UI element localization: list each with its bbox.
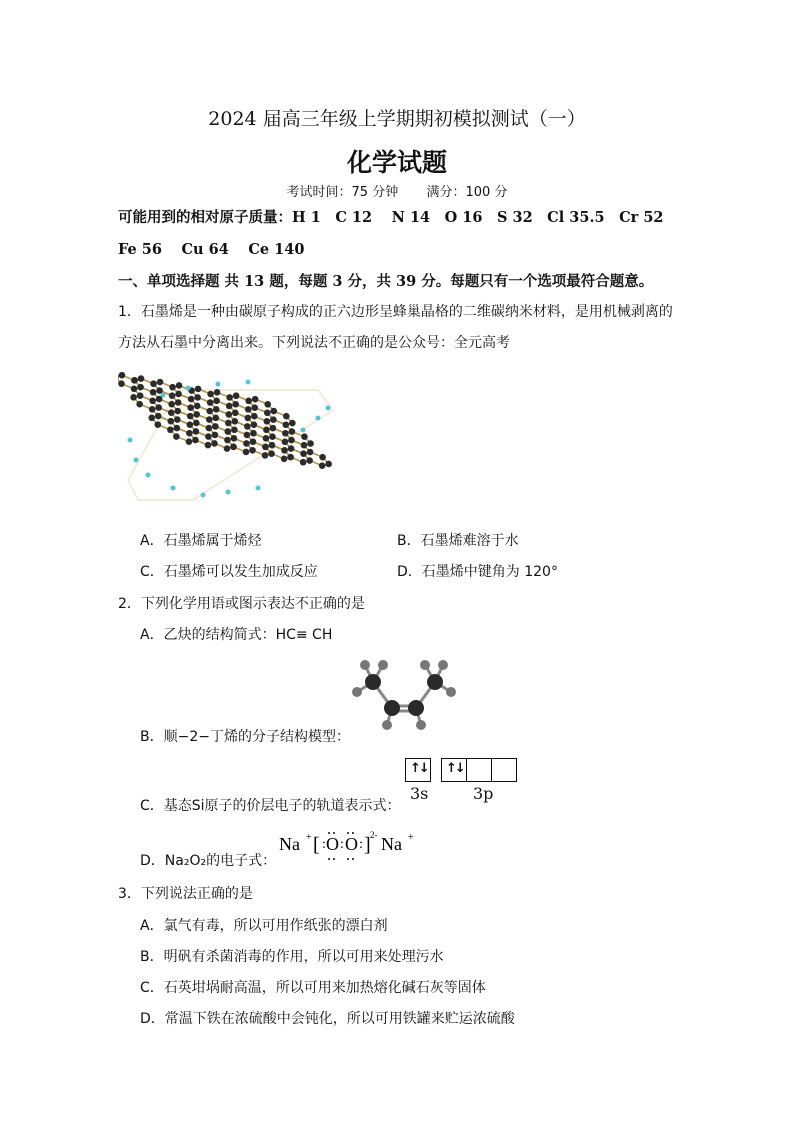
na-left-text: Na [279, 834, 300, 854]
carbon-atom [212, 432, 219, 439]
carbon-atom [173, 433, 180, 440]
carbon-atom [243, 440, 250, 447]
carbon-atom [169, 392, 176, 399]
q1-stem-line1: 1．石墨烯是一种由碳原子构成的正六边形呈蜂巢晶格的二维碳纳米材料，是用机械剥离的 [118, 304, 673, 320]
hydrogen-atom [128, 438, 133, 443]
carbon-atom [224, 445, 231, 452]
carbon-atom [264, 401, 271, 408]
carbon-atom [263, 427, 270, 434]
oxygen-1: O [326, 834, 339, 854]
carbon-atom [149, 406, 156, 413]
hydrogen-atom [161, 393, 166, 398]
carbon-atom [300, 450, 307, 457]
carbon-atom [283, 413, 290, 420]
carbon-atom [119, 372, 126, 379]
exam-title: 2024 届高三年级上学期期初模拟测试（一） [208, 108, 586, 130]
carbon-atom [282, 430, 289, 437]
carbon-atom [288, 437, 295, 444]
carbon-atom [289, 420, 296, 427]
orbital-3s-label: 3s [410, 784, 429, 803]
q2-stem: 2．下列化学用语或图示表达不正确的是 [118, 596, 365, 612]
q1-option-a: A．石墨烯属于烯烃 [140, 533, 262, 549]
q1-stem-line2: 方法从石墨中分离出来。下列说法不正确的是公众号：全元高考 [118, 335, 510, 351]
carbon-atom [287, 454, 294, 461]
carbon-atom [168, 401, 175, 408]
carbon-atom [243, 449, 250, 456]
carbon-atom [175, 391, 182, 398]
carbon-atom [195, 386, 202, 393]
hydrogen-atom [186, 386, 191, 391]
carbon-atom [281, 447, 288, 454]
carbon-atom [233, 392, 240, 399]
orbital-3p-arrows: ↑↓ [446, 761, 464, 776]
carbon-atom [206, 408, 213, 415]
carbon-atom [193, 428, 200, 435]
carbon-atom [300, 459, 307, 466]
carbon-atom [212, 415, 219, 422]
carbon-atom [289, 428, 296, 435]
carbon-atom [193, 411, 200, 418]
carbon-atom [244, 423, 251, 430]
carbon-atom [232, 418, 239, 425]
carbon-atom [306, 457, 313, 464]
q3-option-c: C．石英坩埚耐高温，所以可用来加热熔化碱石灰等固体 [140, 980, 486, 996]
carbon-atom [193, 420, 200, 427]
colon-1: : [322, 837, 326, 852]
carbon-atom [186, 430, 193, 437]
carbon-atom [155, 413, 162, 420]
carbon-atom [207, 399, 214, 406]
carbon-atom [131, 386, 138, 393]
hydrogen-atom [326, 406, 331, 411]
carbon-atom [194, 394, 201, 401]
atomic-masses-line1: 可能用到的相对原子质量：H 1 C 12 N 14 O 16 S 32 Cl 35.5 Cr 52 [118, 209, 664, 226]
carbon-atom [319, 454, 326, 461]
carbon-atom [232, 409, 239, 416]
carbon-atom [213, 398, 220, 405]
carbon-atom [251, 404, 258, 411]
carbon-atom [225, 428, 232, 435]
orbital-3s-arrows: ↑↓ [410, 761, 428, 776]
carbon-atom [214, 389, 221, 396]
orbital-3s-box [405, 758, 431, 782]
q1-option-d: D．石墨烯中键角为 120° [397, 564, 558, 580]
q2-option-b: B．顺−2−丁烯的分子结构模型： [140, 729, 350, 745]
carbon-atom [136, 401, 143, 408]
na-left-charge: + [306, 832, 312, 843]
na-right-text: Na [381, 834, 402, 854]
carbon-atom [131, 377, 138, 384]
na2o2-electron-dots [279, 826, 419, 862]
carbon-atom [231, 427, 238, 434]
carbon-atom [301, 442, 308, 449]
carbon-atom [224, 437, 231, 444]
q3-option-b: B．明矾有杀菌消毒的作用，所以可用来处理污水 [140, 949, 444, 965]
cis-2-butene-model [345, 655, 465, 730]
peroxide-charge: 2- [370, 830, 378, 840]
hydrogen-atom [146, 473, 151, 478]
atomic-masses-line2: Fe 56 Cu 64 Ce 140 [118, 241, 305, 258]
carbon-atom [230, 444, 237, 451]
carbon-atom [263, 435, 270, 442]
carbon-atom [283, 421, 290, 428]
carbon-atom [130, 394, 137, 401]
carbon-atom [301, 433, 308, 440]
hydrogen-atom [134, 458, 139, 463]
carbon-atom [264, 409, 271, 416]
carbon-atom [157, 379, 164, 386]
carbon-atom [188, 396, 195, 403]
carbon-atom [262, 444, 269, 451]
graphene-structure-image [118, 370, 348, 520]
carbon-atom [225, 411, 232, 418]
carbon-atom [168, 418, 175, 425]
carbon-atom [155, 404, 162, 411]
orbital-3p-box-3 [491, 758, 517, 782]
carbon-atom [270, 425, 277, 432]
q3-option-a: A．氯气有毒，所以可用作纸张的漂白剂 [140, 918, 388, 934]
q1-option-b: B．石墨烯难溶于水 [397, 533, 519, 549]
carbon-atom [262, 452, 269, 459]
carbon-atom [232, 401, 239, 408]
carbon-atom [206, 416, 213, 423]
carbon-atom [137, 392, 144, 399]
carbon-atom [249, 447, 256, 454]
hydrogen-atom [201, 493, 206, 498]
carbon-atom [118, 380, 125, 387]
bracket-close: ] [364, 834, 371, 856]
carbon-atom [268, 450, 275, 457]
orbital-3p-box-1 [441, 758, 467, 782]
carbon-atom [148, 414, 155, 421]
carbon-atom [169, 384, 176, 391]
orbital-3p-box-2 [466, 758, 492, 782]
carbon-atom [150, 380, 157, 387]
carbon-atom [187, 421, 194, 428]
q3-stem: 3．下列说法正确的是 [118, 886, 253, 902]
carbon-atom [167, 426, 174, 433]
carbon-atom [252, 396, 259, 403]
q2-option-d: D．Na₂O₂的电子式： [140, 853, 277, 869]
hydrogen-atom [256, 486, 261, 491]
carbon-atom [149, 397, 156, 404]
carbon-atom [206, 425, 213, 432]
carbon-atom [250, 430, 257, 437]
q2-option-c: C．基态Si原子的价层电子的轨道表示式： [140, 798, 401, 814]
carbon-atom [205, 442, 212, 449]
hydrogen-atom [216, 382, 221, 387]
colon-3: : [359, 837, 363, 852]
hydrogen-atom [301, 428, 306, 433]
carbon-atom [270, 416, 277, 423]
carbon-atom [150, 389, 157, 396]
carbon-atom [174, 416, 181, 423]
carbon-atom [192, 437, 199, 444]
carbon-atom [226, 403, 233, 410]
carbon-atom [282, 438, 289, 445]
hydrogen-atom [316, 416, 321, 421]
carbon-atom [245, 398, 252, 405]
colon-2: : [340, 837, 344, 852]
carbon-atom [207, 391, 214, 398]
carbon-atom [225, 420, 232, 427]
carbon-atom [244, 432, 251, 439]
carbon-atom [269, 433, 276, 440]
q3-option-d: D．常温下铁在浓硫酸中会钝化，所以可用铁罐来贮运浓硫酸 [140, 1011, 515, 1027]
carbon-atom [250, 438, 257, 445]
carbon-atom [307, 440, 314, 447]
hydrogen-atom [171, 486, 176, 491]
carbon-atom [325, 461, 332, 468]
carbon-atom [174, 425, 181, 432]
carbon-atom [137, 384, 144, 391]
carbon-atom [186, 438, 193, 445]
carbon-atom [245, 415, 252, 422]
carbon-atom [154, 421, 161, 428]
carbon-atom [251, 413, 258, 420]
section-heading: 一、单项选择题 共 13 题，每题 3 分，共 39 分。每题只有一个选项最符合题意。 [118, 273, 654, 290]
bracket-open: [ [313, 834, 320, 856]
exam-info [0, 181, 794, 200]
carbon-atom [213, 406, 220, 413]
carbon-atom [211, 440, 218, 447]
hydrogen-atom [226, 490, 231, 495]
carbon-atom [269, 442, 276, 449]
carbon-atom [174, 408, 181, 415]
q1-option-c: C．石墨烯可以发生加成反应 [140, 564, 318, 580]
q2-option-a: A．乙炔的结构简式：HC≡ CH [140, 627, 333, 643]
carbon-atom [205, 433, 212, 440]
exam-time: 考试时间：75 分钟 [286, 185, 399, 200]
carbon-atom [288, 445, 295, 452]
carbon-atom [175, 399, 182, 406]
carbon-atom [264, 418, 271, 425]
carbon-atom [138, 375, 145, 382]
carbon-atom [270, 408, 277, 415]
carbon-atom [226, 394, 233, 401]
carbon-atom [187, 413, 194, 420]
carbon-atom [194, 403, 201, 410]
subject-title: 化学试题 [346, 148, 447, 177]
orbital-3p-label: 3p [473, 784, 494, 803]
carbon-atom [212, 423, 219, 430]
hydrogen-atom [246, 380, 251, 385]
carbon-atom [176, 382, 183, 389]
oxygen-2: O [345, 834, 358, 854]
carbon-atom [281, 456, 288, 463]
carbon-atom [245, 406, 252, 413]
carbon-atom [251, 421, 258, 428]
full-score: 满分：100 分 [426, 185, 508, 200]
carbon-atom [231, 435, 238, 442]
carbon-atom [319, 462, 326, 469]
carbon-atom [168, 409, 175, 416]
na-right-charge: + [408, 832, 414, 843]
carbon-atom [187, 404, 194, 411]
carbon-atom [307, 449, 314, 456]
